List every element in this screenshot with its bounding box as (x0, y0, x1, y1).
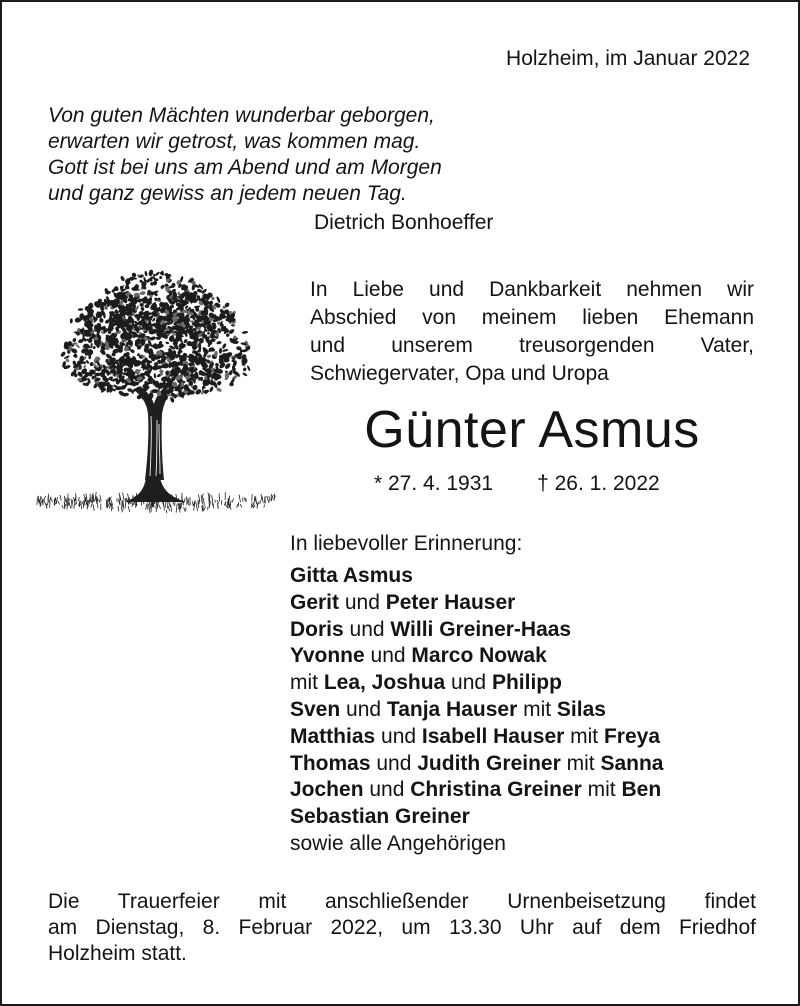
connector: und (445, 671, 492, 695)
mourner-name: Marco Nowak (411, 644, 547, 668)
funeral-info-line: Die Trauerfeier mit anschließender Urnenbeisetzung findet (48, 890, 756, 913)
poem-line: Gott ist bei uns am Abend und am Morgen (48, 156, 442, 179)
mourner-name: Jochen (290, 778, 364, 802)
mourner-row (290, 804, 754, 831)
mourner-row (290, 590, 754, 617)
tree-icon (30, 264, 280, 534)
funeral-info-line: am Dienstag, 8. Februar 2022, um 13.30 Uhr auf dem Friedhof (48, 916, 756, 939)
connector: und (363, 778, 411, 802)
death-date: † 26. 1. 2022 (537, 472, 660, 495)
mourner-name: Thomas (290, 751, 371, 775)
mourners-list (290, 563, 754, 858)
funeral-info-line: Holzheim statt. (48, 942, 187, 965)
mourner-name: Sven (290, 697, 341, 721)
poem-line: und ganz gewiss an jedem neuen Tag. (48, 182, 407, 205)
connector: und (343, 617, 391, 641)
intro-text (310, 276, 754, 388)
mourner-name: Willi Greiner-Haas (390, 617, 572, 641)
mourner-name: Yvonne (290, 644, 365, 668)
mourner-name: Sebastian Greiner (290, 805, 470, 829)
mourner-row (290, 751, 754, 778)
intro-line: Abschied von meinem lieben Ehemann (310, 306, 754, 329)
connector: und (340, 697, 387, 721)
mourner-row (290, 670, 754, 697)
mourner-name: Lea, Joshua (323, 671, 446, 695)
connector: mit (560, 751, 601, 775)
mourner-name: Gerit (290, 590, 340, 614)
intro-line: In Liebe und Dankbarkeit nehmen wir (310, 278, 754, 301)
mourner-name: Judith Greiner (417, 751, 561, 775)
mourner-row (290, 724, 754, 751)
poem-line: erwarten wir getrost, was kommen mag. (48, 130, 421, 153)
connector: mit (564, 724, 604, 748)
mourner-name: Matthias (290, 724, 376, 748)
mourner-name: Ben (621, 778, 662, 802)
intro-line: und unserem treusorgenden Vater, (310, 334, 754, 357)
memory-heading: In liebevoller Erinnerung: (290, 532, 523, 555)
place-date: Holzheim, im Januar 2022 (506, 47, 750, 70)
poem-author: Dietrich Bonhoeffer (314, 211, 494, 234)
mourner-row (290, 563, 754, 590)
mourner-name: Freya (603, 724, 661, 748)
poem (48, 103, 442, 207)
mourner-name: Isabell Hauser (421, 724, 565, 748)
connector: und (375, 724, 422, 748)
connector: mit (290, 671, 324, 695)
deceased-name: Günter Asmus (364, 401, 700, 459)
connector: mit (517, 697, 557, 721)
poem-line: Von guten Mächten wunderbar geborgen, (48, 104, 435, 127)
intro-line: Schwiegervater, Opa und Uropa (310, 362, 609, 385)
mourner-row (290, 777, 754, 804)
mourner-name: Silas (556, 697, 606, 721)
connector: mit (581, 778, 622, 802)
mourner-name: Doris (290, 617, 344, 641)
life-dates (374, 471, 660, 497)
mourner-name: Tanja Hauser (386, 697, 518, 721)
connector: und (370, 751, 418, 775)
mourner-row (290, 617, 754, 644)
mourner-name: Sanna (600, 751, 664, 775)
connector: und (339, 590, 386, 614)
mourner-row (290, 697, 754, 724)
mourner-name: Peter Hauser (385, 590, 516, 614)
mourner-name: Christina Greiner (410, 778, 582, 802)
connector: und (364, 644, 412, 668)
funeral-info (48, 889, 756, 967)
mourner-row (290, 643, 754, 670)
mourner-name: Gitta Asmus (290, 564, 413, 587)
mourner-name: Philipp (491, 671, 562, 695)
birth-date: * 27. 4. 1931 (374, 472, 494, 495)
mourner-row: sowie alle Angehörigen (290, 831, 506, 855)
